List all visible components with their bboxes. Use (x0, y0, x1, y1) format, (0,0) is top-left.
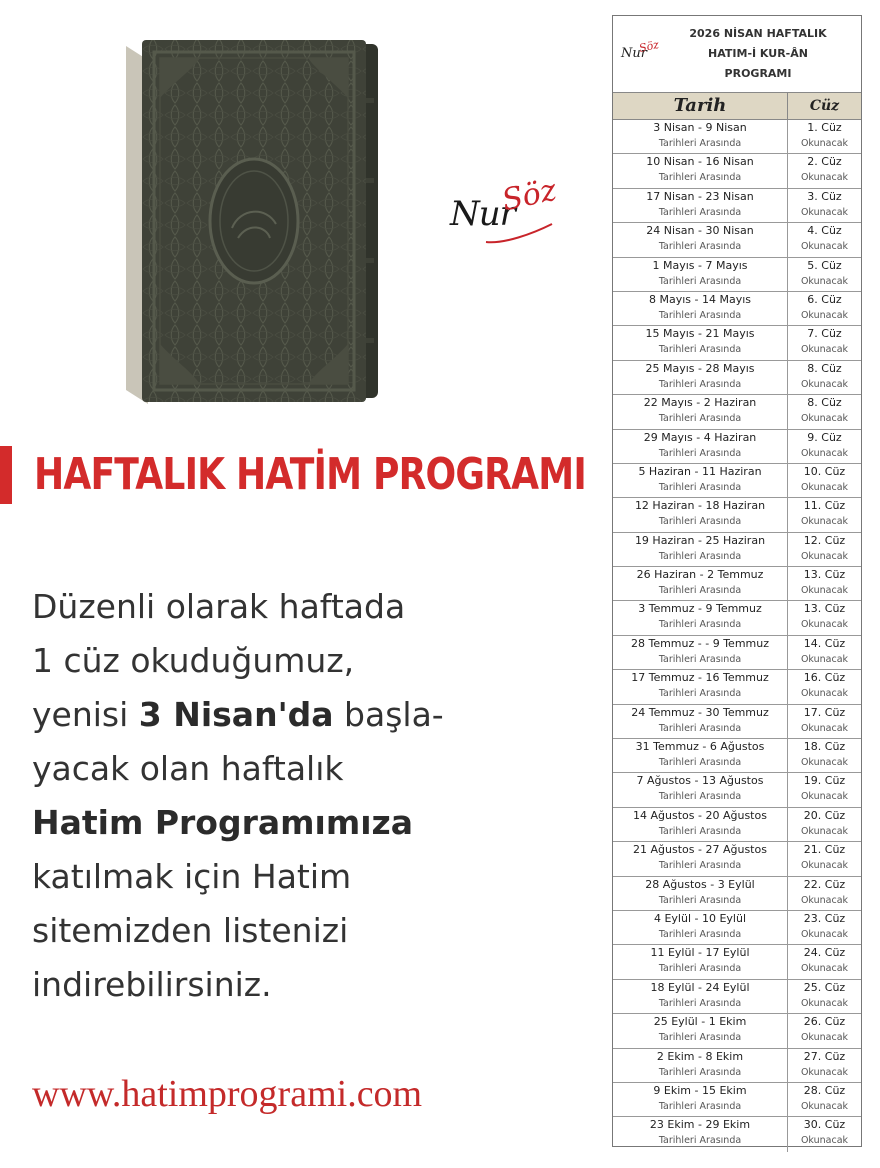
date-cell (613, 430, 788, 463)
date-subtext: Tarihleri Arasında (658, 928, 742, 940)
cuz-cell (788, 567, 861, 600)
cuz-cell (788, 1049, 861, 1082)
date-subtext: Tarihleri Arasında (658, 447, 742, 459)
intro-paragraph (32, 580, 552, 1012)
date-subtext: Tarihleri Arasında (658, 378, 742, 390)
cuz-number: 10. Cüz (803, 464, 846, 478)
table-row (613, 292, 861, 326)
date-cell (613, 464, 788, 497)
cuz-cell (788, 292, 861, 325)
date-cell (613, 567, 788, 600)
date-range: 14 Ağustos - 20 Ağustos (633, 808, 767, 822)
para-line-7: sitemizden listenizi (32, 911, 349, 950)
cuz-subtext: Okunacak (800, 585, 849, 597)
date-range: 25 Mayıs - 28 Mayıs (645, 361, 755, 375)
cuz-subtext: Okunacak (800, 1032, 849, 1044)
date-range: 31 Temmuz - 6 Ağustos (635, 740, 765, 754)
cuz-subtext: Okunacak (800, 997, 849, 1009)
cuz-cell (788, 154, 861, 187)
date-subtext: Tarihleri Arasında (658, 757, 742, 769)
cuz-number: 26. Cüz (803, 1015, 846, 1029)
date-range: 24 Nisan - 30 Nisan (646, 224, 754, 238)
date-subtext: Tarihleri Arasında (658, 619, 742, 631)
cuz-cell (788, 877, 861, 910)
date-subtext: Tarihleri Arasında (658, 722, 742, 734)
cuz-cell (788, 911, 861, 944)
table-logo (617, 38, 659, 78)
cuz-number: 20. Cüz (803, 808, 846, 822)
date-cell (613, 1117, 788, 1151)
cuz-cell (788, 258, 861, 291)
date-range: 29 Mayıs - 4 Haziran (643, 430, 757, 444)
table-row (613, 1083, 861, 1117)
cuz-cell (788, 842, 861, 875)
table-row (613, 670, 861, 704)
start-date-highlight: 3 Nisan'da (138, 695, 334, 734)
cuz-subtext: Okunacak (800, 825, 849, 837)
cuz-subtext: Okunacak (800, 1135, 849, 1147)
cuz-subtext: Okunacak (800, 550, 849, 562)
table-row (613, 223, 861, 257)
column-header-cuz: Cüz (809, 98, 840, 114)
date-cell (613, 705, 788, 738)
cuz-number: 17. Cüz (803, 705, 846, 719)
table-body (613, 120, 861, 1152)
cuz-cell (788, 223, 861, 256)
cuz-cell (788, 1014, 861, 1047)
para-line-6: katılmak için Hatim (32, 857, 352, 896)
cuz-cell (788, 498, 861, 531)
cuz-cell (788, 1083, 861, 1116)
date-subtext: Tarihleri Arasında (658, 825, 742, 837)
para-line-3a: yenisi (32, 695, 139, 734)
cuz-subtext: Okunacak (800, 757, 849, 769)
table-row (613, 945, 861, 979)
cuz-number: 14. Cüz (803, 636, 846, 650)
table-row (613, 1049, 861, 1083)
cuz-subtext: Okunacak (800, 413, 849, 425)
cuz-cell (788, 189, 861, 222)
date-subtext: Tarihleri Arasında (658, 791, 742, 803)
cuz-number: 6. Cüz (807, 292, 842, 306)
table-row (613, 154, 861, 188)
cuz-number: 28. Cüz (803, 1083, 846, 1097)
cuz-cell (788, 464, 861, 497)
cuz-cell (788, 430, 861, 463)
schedule-table (612, 15, 862, 1147)
table-logo-soz: Söz (637, 38, 661, 55)
date-cell (613, 258, 788, 291)
table-row (613, 567, 861, 601)
website-url: www.hatimprogrami.com (32, 1073, 423, 1115)
date-range: 25 Eylül - 1 Ekim (653, 1015, 747, 1029)
date-subtext: Tarihleri Arasında (658, 138, 742, 149)
date-cell (613, 533, 788, 566)
date-range: 24 Temmuz - 30 Temmuz (631, 705, 769, 719)
table-row (613, 739, 861, 773)
cuz-cell (788, 739, 861, 772)
para-line-3 (32, 688, 552, 742)
date-range: 19 Haziran - 25 Haziran (634, 533, 766, 547)
date-cell (613, 395, 788, 428)
quran-book-image (120, 38, 382, 408)
cuz-subtext: Okunacak (800, 378, 849, 390)
date-range: 12 Haziran - 18 Haziran (634, 499, 766, 513)
date-cell (613, 980, 788, 1013)
cuz-subtext: Okunacak (800, 963, 849, 975)
para-line-1: Düzenli olarak haftada (32, 587, 406, 626)
date-subtext: Tarihleri Arasında (658, 481, 742, 493)
cuz-cell (788, 601, 861, 634)
table-row (613, 326, 861, 360)
date-subtext: Tarihleri Arasında (658, 172, 742, 184)
date-cell (613, 1083, 788, 1116)
date-cell (613, 601, 788, 634)
cuz-number: 21. Cüz (803, 843, 846, 857)
date-cell (613, 808, 788, 841)
cuz-subtext: Okunacak (800, 791, 849, 803)
date-range: 26 Haziran - 2 Temmuz (636, 568, 764, 582)
cuz-number: 12. Cüz (803, 533, 846, 547)
cuz-subtext: Okunacak (800, 206, 849, 218)
date-subtext: Tarihleri Arasında (658, 413, 742, 425)
table-row (613, 430, 861, 464)
date-cell (613, 223, 788, 256)
date-cell (613, 945, 788, 978)
date-subtext: Tarihleri Arasında (658, 963, 742, 975)
date-range: 21 Ağustos - 27 Ağustos (633, 843, 767, 857)
cuz-number: 5. Cüz (807, 258, 842, 272)
cuz-cell (788, 361, 861, 394)
cuz-number: 1. Cüz (807, 121, 842, 134)
date-cell (613, 1049, 788, 1082)
cuz-subtext: Okunacak (800, 241, 849, 253)
cuz-subtext: Okunacak (800, 447, 849, 459)
table-row (613, 361, 861, 395)
date-subtext: Tarihleri Arasında (658, 344, 742, 356)
date-range: 3 Nisan - 9 Nisan (653, 121, 747, 134)
cuz-subtext: Okunacak (800, 860, 849, 872)
date-subtext: Tarihleri Arasında (658, 241, 742, 253)
date-range: 28 Temmuz - - 9 Temmuz (630, 636, 769, 650)
date-range: 1 Mayıs - 7 Mayıs (652, 258, 748, 272)
cuz-number: 23. Cüz (803, 911, 846, 925)
date-range: 7 Ağustos - 13 Ağustos (636, 774, 764, 788)
date-range: 23 Ekim - 29 Ekim (649, 1118, 751, 1132)
logo-soz-text: Söz (498, 172, 560, 219)
date-range: 15 Mayıs - 21 Mayıs (645, 327, 755, 341)
cuz-subtext: Okunacak (800, 516, 849, 528)
date-range: 4 Eylül - 10 Eylül (653, 911, 747, 925)
table-title (659, 24, 857, 84)
table-row (613, 808, 861, 842)
date-cell (613, 911, 788, 944)
date-cell (613, 361, 788, 394)
table-row (613, 911, 861, 945)
date-subtext: Tarihleri Arasında (658, 550, 742, 562)
cuz-subtext: Okunacak (800, 138, 849, 149)
date-subtext: Tarihleri Arasında (658, 1135, 742, 1147)
cuz-number: 3. Cüz (807, 189, 842, 203)
date-range: 17 Temmuz - 16 Temmuz (631, 671, 769, 685)
date-cell (613, 1014, 788, 1047)
date-cell (613, 877, 788, 910)
table-row (613, 533, 861, 567)
cuz-cell (788, 670, 861, 703)
table-row (613, 120, 861, 154)
table-logo-nur: Nur (621, 46, 647, 61)
program-name-highlight: Hatim Programımıza (32, 803, 414, 842)
para-line-3c: başla- (333, 695, 444, 734)
date-range: 18 Eylül - 24 Eylül (650, 980, 750, 994)
table-row (613, 705, 861, 739)
nursoz-logo (440, 172, 560, 250)
date-cell (613, 120, 788, 153)
cuz-subtext: Okunacak (800, 894, 849, 906)
cuz-cell (788, 120, 861, 153)
cuz-number: 16. Cüz (803, 671, 846, 685)
date-cell (613, 842, 788, 875)
table-row (613, 258, 861, 292)
cuz-subtext: Okunacak (800, 722, 849, 734)
logo-swoosh-icon (484, 222, 554, 246)
table-header (613, 16, 861, 93)
date-cell (613, 292, 788, 325)
cuz-number: 13. Cüz (803, 568, 846, 582)
cuz-cell (788, 533, 861, 566)
date-range: 11 Eylül - 17 Eylül (650, 946, 750, 960)
date-range: 8 Mayıs - 14 Mayıs (648, 292, 751, 306)
page-heading: HAFTALIK HATİM PROGRAMI (34, 449, 586, 500)
date-subtext: Tarihleri Arasında (658, 997, 742, 1009)
date-cell (613, 189, 788, 222)
date-range: 5 Haziran - 11 Haziran (638, 464, 762, 478)
cuz-number: 27. Cüz (803, 1049, 846, 1063)
cuz-cell (788, 636, 861, 669)
column-header-date: Tarih (613, 93, 788, 119)
date-subtext: Tarihleri Arasında (658, 206, 742, 218)
date-cell (613, 326, 788, 359)
cuz-subtext: Okunacak (800, 481, 849, 493)
logo-nur-text: Nur (450, 194, 515, 234)
table-row (613, 464, 861, 498)
heading-accent-bar (0, 446, 12, 504)
date-range: 17 Nisan - 23 Nisan (646, 189, 754, 203)
table-row (613, 980, 861, 1014)
table-row (613, 1014, 861, 1048)
date-range: 10 Nisan - 16 Nisan (646, 155, 754, 169)
date-cell (613, 154, 788, 187)
cuz-cell (788, 980, 861, 1013)
date-subtext: Tarihleri Arasında (658, 275, 742, 287)
table-row (613, 189, 861, 223)
cuz-number: 2. Cüz (807, 155, 842, 169)
cuz-cell (788, 808, 861, 841)
date-range: 22 Mayıs - 2 Haziran (643, 396, 757, 410)
date-range: 3 Temmuz - 9 Temmuz (638, 602, 762, 616)
cuz-subtext: Okunacak (800, 172, 849, 184)
date-subtext: Tarihleri Arasında (658, 1066, 742, 1078)
cuz-subtext: Okunacak (800, 275, 849, 287)
date-subtext: Tarihleri Arasında (658, 309, 742, 321)
date-cell (613, 498, 788, 531)
cuz-number: 13. Cüz (803, 602, 846, 616)
table-row (613, 773, 861, 807)
cuz-number: 11. Cüz (803, 499, 846, 513)
date-cell (613, 739, 788, 772)
cuz-number: 24. Cüz (803, 946, 846, 960)
cuz-cell (788, 395, 861, 428)
date-subtext: Tarihleri Arasında (658, 1032, 742, 1044)
cuz-number: 8. Cüz (807, 361, 842, 375)
date-subtext: Tarihleri Arasında (658, 894, 742, 906)
cuz-cell (788, 945, 861, 978)
table-row (613, 498, 861, 532)
cuz-subtext: Okunacak (800, 688, 849, 700)
cuz-number: 25. Cüz (803, 980, 846, 994)
table-row (613, 842, 861, 876)
cuz-number: 18. Cüz (803, 740, 846, 754)
para-line-2: 1 cüz okuduğumuz, (32, 641, 355, 680)
cuz-subtext: Okunacak (800, 344, 849, 356)
cuz-cell (788, 326, 861, 359)
cuz-number: 22. Cüz (803, 877, 846, 891)
para-line-4: yacak olan haftalık (32, 749, 344, 788)
table-title-line-2: HATIM-İ KUR-ÂN (708, 47, 808, 60)
date-cell (613, 670, 788, 703)
table-title-line-3: PROGRAMI (724, 67, 792, 80)
date-cell (613, 636, 788, 669)
cuz-number: 4. Cüz (807, 224, 842, 238)
table-row (613, 1117, 861, 1151)
date-subtext: Tarihleri Arasında (658, 585, 742, 597)
table-column-headers (613, 93, 861, 120)
para-line-8: indirebilirsiniz. (32, 965, 272, 1004)
date-subtext: Tarihleri Arasında (658, 516, 742, 528)
table-row (613, 601, 861, 635)
cuz-number: 7. Cüz (807, 327, 842, 341)
date-subtext: Tarihleri Arasında (658, 860, 742, 872)
date-subtext: Tarihleri Arasında (658, 688, 742, 700)
date-range: 2 Ekim - 8 Ekim (656, 1049, 744, 1063)
date-cell (613, 773, 788, 806)
cuz-subtext: Okunacak (800, 653, 849, 665)
table-row (613, 395, 861, 429)
table-row (613, 636, 861, 670)
cuz-subtext: Okunacak (800, 619, 849, 631)
cuz-number: 30. Cüz (803, 1118, 846, 1132)
date-range: 9 Ekim - 15 Ekim (653, 1083, 747, 1097)
cuz-subtext: Okunacak (800, 1066, 849, 1078)
cuz-cell (788, 773, 861, 806)
cuz-subtext: Okunacak (800, 309, 849, 321)
cuz-cell (788, 705, 861, 738)
cuz-cell (788, 1117, 861, 1151)
cuz-number: 19. Cüz (803, 774, 846, 788)
cuz-subtext: Okunacak (800, 1100, 849, 1112)
cuz-number: 8. Cüz (807, 396, 842, 410)
date-range: 28 Ağustos - 3 Eylül (645, 877, 755, 891)
cuz-subtext: Okunacak (800, 928, 849, 940)
table-row (613, 877, 861, 911)
cuz-number: 9. Cüz (807, 430, 842, 444)
date-subtext: Tarihleri Arasında (658, 653, 742, 665)
table-title-line-1: 2026 NİSAN HAFTALIK (689, 27, 827, 40)
date-subtext: Tarihleri Arasında (658, 1100, 742, 1112)
